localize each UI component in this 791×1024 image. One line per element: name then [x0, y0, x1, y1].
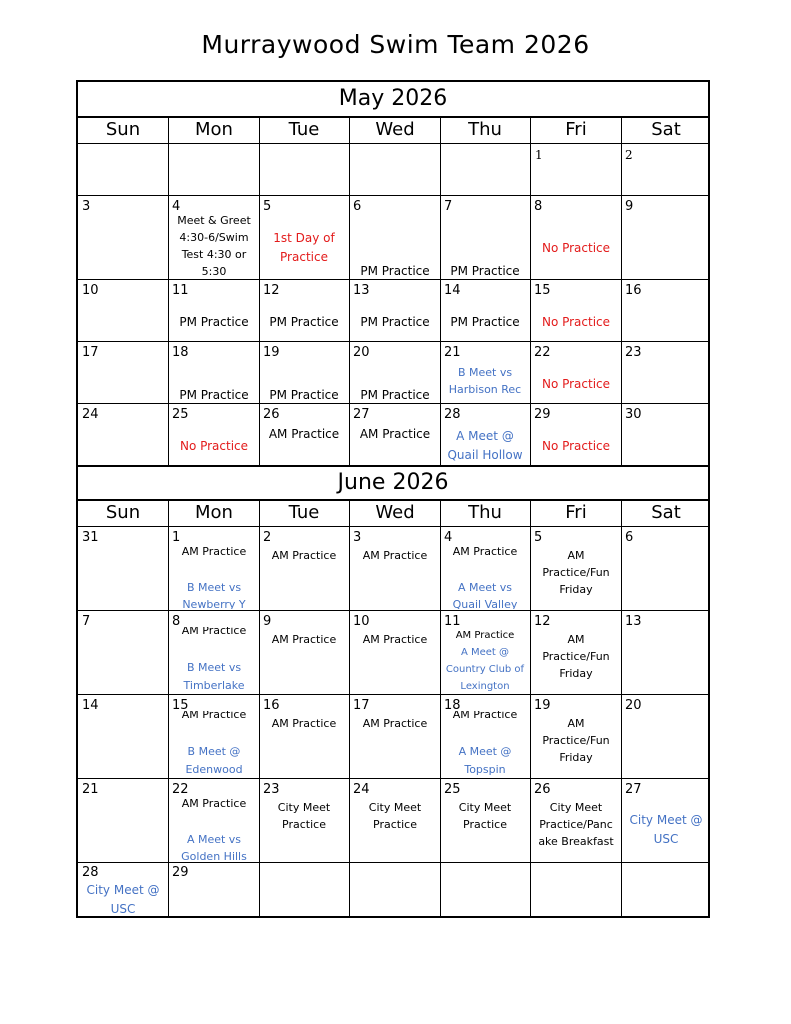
day-number: 4: [444, 530, 453, 545]
event-line: AM: [567, 717, 585, 730]
day-number: 24: [353, 782, 370, 797]
event-line: Practice: [282, 818, 326, 831]
event: AM Practice: [452, 545, 518, 558]
day-number: 12: [263, 283, 280, 298]
day-header: Thu: [468, 502, 502, 523]
event-line: A Meet @: [456, 429, 514, 443]
event: AM Practice: [271, 549, 337, 562]
event-line: Test 4:30 or: [181, 248, 247, 261]
event-line: Practice/Panc: [539, 818, 613, 831]
day-number: 5: [263, 199, 272, 214]
day-number: 29: [534, 407, 551, 422]
event-city-meet: [78, 881, 168, 919]
grid-line: [78, 610, 708, 611]
event-line: Friday: [559, 667, 593, 680]
event-b-meet: [169, 659, 259, 695]
day-number: 2: [263, 530, 272, 545]
event-meet-greet: [169, 212, 259, 278]
day-number: 8: [534, 199, 543, 214]
event-pancake-breakfast: [531, 799, 621, 850]
event: AM Practice: [271, 633, 337, 646]
event: PM Practice: [360, 264, 430, 278]
event-line: Meet & Greet: [177, 214, 251, 227]
day-number: 14: [82, 698, 99, 713]
event-line: Timberlake: [183, 679, 245, 692]
day-number: 18: [444, 698, 461, 713]
event: AM Practice: [455, 630, 515, 641]
day-header: Wed: [375, 119, 415, 140]
day-header: Tue: [288, 119, 320, 140]
day-number: 24: [82, 407, 99, 422]
event: AM Practice: [452, 711, 518, 721]
day-header: Fri: [565, 119, 587, 140]
event-line: Quail Valley: [452, 598, 518, 609]
event-a-meet: [440, 644, 530, 695]
day-header: Mon: [195, 119, 233, 140]
event-fun-friday: [531, 715, 621, 766]
day-header: Sun: [105, 502, 141, 523]
day-number: 5: [534, 530, 543, 545]
day-number: 11: [444, 614, 461, 629]
day-number: 21: [82, 782, 99, 797]
event-line: AM: [567, 549, 585, 562]
event-no-practice: No Practice: [541, 439, 611, 453]
event: PM Practice: [179, 388, 249, 402]
day-number: 27: [353, 407, 370, 422]
day-number: 20: [625, 698, 642, 713]
grid-line: [78, 143, 708, 144]
calendar: [76, 80, 710, 918]
event: AM Practice: [268, 427, 340, 441]
day-number: 27: [625, 782, 642, 797]
day-number: 26: [534, 782, 551, 797]
event-line: A Meet @: [458, 745, 512, 758]
grid-line: [78, 862, 708, 863]
event-line: B Meet vs: [186, 581, 242, 594]
event-line: A Meet vs: [186, 833, 242, 846]
day-number: 20: [353, 345, 370, 360]
month-title-may: May 2026: [338, 86, 448, 111]
event-line: Harbison Rec: [448, 383, 522, 396]
event-city-meet-practice: [440, 799, 530, 833]
event-line: Practice/Fun: [542, 734, 610, 747]
page-title: Murraywood Swim Team 2026: [201, 30, 590, 59]
event-city-meet-practice: [259, 799, 349, 833]
event-b-meet: [169, 743, 259, 779]
event-a-meet: [440, 579, 530, 609]
event-a-meet: [440, 427, 530, 465]
day-number: 2: [625, 148, 633, 162]
event: PM Practice: [269, 315, 339, 329]
day-number: 28: [82, 865, 99, 880]
grid-line: [621, 500, 622, 918]
day-number: 22: [172, 782, 189, 797]
grid-line: [78, 195, 708, 196]
event-city-meet-practice: [350, 799, 440, 833]
event-a-meet: [169, 831, 259, 861]
event-fun-friday: [531, 631, 621, 682]
event-line: Practice/Fun: [542, 650, 610, 663]
event-line: Practice/Fun: [542, 566, 610, 579]
event-b-meet: [440, 364, 530, 398]
grid-line: [168, 116, 169, 466]
day-number: 26: [263, 407, 280, 422]
event-line: City Meet: [549, 801, 603, 814]
day-number: 23: [625, 345, 642, 360]
day-number: 14: [444, 283, 461, 298]
event-no-practice: No Practice: [541, 315, 611, 329]
day-number: 3: [353, 530, 362, 545]
day-number: 10: [82, 283, 99, 298]
grid-line: [440, 500, 441, 918]
event-b-meet: [169, 579, 259, 609]
event-line: Newberry Y: [182, 598, 246, 609]
event: PM Practice: [360, 315, 430, 329]
grid-line: [78, 526, 708, 527]
day-header: Sat: [651, 119, 681, 140]
day-number: 28: [444, 407, 461, 422]
event-line: B Meet @: [187, 745, 241, 758]
day-number: 17: [82, 345, 99, 360]
day-number: 19: [534, 698, 551, 713]
event-line: City Meet @: [629, 813, 703, 827]
grid-line: [78, 341, 708, 342]
grid-line: [259, 116, 260, 466]
day-header: Sun: [105, 119, 141, 140]
event-line: Practice: [373, 818, 417, 831]
event-line: B Meet vs: [186, 661, 242, 674]
day-number: 1: [172, 530, 181, 545]
grid-line: [78, 465, 708, 467]
event-line: Practice: [280, 250, 328, 264]
day-number: 9: [263, 614, 272, 629]
event: AM Practice: [181, 711, 247, 721]
event-line: AM: [567, 633, 585, 646]
event-line: Quail Hollow: [447, 448, 523, 462]
event-line: Friday: [559, 583, 593, 596]
day-number: 13: [353, 283, 370, 298]
event-line: 1st Day of: [273, 231, 335, 245]
day-number: 21: [444, 345, 461, 360]
event-line: 5:30: [201, 265, 227, 278]
event: PM Practice: [179, 315, 249, 329]
event-line: Golden Hills: [181, 850, 247, 861]
grid-line: [530, 116, 531, 466]
event-no-practice: No Practice: [541, 377, 611, 391]
event-line: Topspin: [464, 763, 506, 776]
event-line: A Meet @: [460, 647, 510, 658]
day-number: 30: [625, 407, 642, 422]
day-number: 18: [172, 345, 189, 360]
event-line: ake Breakfast: [538, 835, 614, 848]
event-no-practice: No Practice: [541, 241, 611, 255]
day-number: 29: [172, 865, 189, 880]
day-header: Wed: [375, 502, 415, 523]
event-line: Edenwood: [185, 763, 243, 776]
event: AM Practice: [362, 633, 428, 646]
grid-line: [440, 116, 441, 466]
event: AM Practice: [359, 427, 431, 441]
event-first-day: [259, 229, 349, 267]
day-number: 16: [263, 698, 280, 713]
event-line: 4:30-6/Swim: [179, 231, 249, 244]
event-city-meet: [621, 811, 711, 849]
event-line: City Meet: [368, 801, 422, 814]
day-number: 25: [444, 782, 461, 797]
event-line: Lexington: [460, 681, 510, 692]
day-number: 16: [625, 283, 642, 298]
event-line: City Meet: [277, 801, 331, 814]
day-number: 10: [353, 614, 370, 629]
event: AM Practice: [362, 549, 428, 562]
day-header: Thu: [468, 119, 502, 140]
day-number: 15: [534, 283, 551, 298]
event-line: Practice: [463, 818, 507, 831]
day-number: 6: [625, 530, 634, 545]
day-number: 3: [82, 199, 91, 214]
event-line: USC: [653, 832, 679, 846]
event-line: City Meet: [458, 801, 512, 814]
event-line: B Meet vs: [457, 366, 513, 379]
event-line: USC: [110, 902, 136, 916]
day-number: 15: [172, 698, 189, 713]
event-no-practice: No Practice: [179, 439, 249, 453]
event: PM Practice: [450, 315, 520, 329]
month-title-june: June 2026: [337, 470, 449, 495]
event-line: A Meet vs: [457, 581, 513, 594]
event: AM Practice: [181, 627, 247, 637]
day-number: 22: [534, 345, 551, 360]
day-number: 13: [625, 614, 642, 629]
day-number: 17: [353, 698, 370, 713]
event-line: City Meet @: [86, 883, 160, 897]
day-number: 31: [82, 530, 99, 545]
grid-line: [621, 116, 622, 466]
event-line: Country Club of: [445, 664, 525, 675]
day-number: 12: [534, 614, 551, 629]
event: PM Practice: [450, 264, 520, 278]
day-number: 6: [353, 199, 362, 214]
day-number: 9: [625, 199, 634, 214]
event-fun-friday: [531, 547, 621, 598]
day-number: 7: [82, 614, 91, 629]
day-number: 23: [263, 782, 280, 797]
event: AM Practice: [362, 717, 428, 730]
event: AM Practice: [181, 545, 247, 558]
event: PM Practice: [269, 388, 339, 402]
event: AM Practice: [181, 797, 247, 810]
day-number: 25: [172, 407, 189, 422]
day-number: 11: [172, 283, 189, 298]
day-number: 1: [535, 148, 543, 162]
day-number: 7: [444, 199, 453, 214]
day-number: 4: [172, 199, 181, 214]
event: PM Practice: [360, 388, 430, 402]
grid-line: [349, 116, 350, 466]
day-header: Tue: [288, 502, 320, 523]
day-header: Mon: [195, 502, 233, 523]
event: AM Practice: [271, 717, 337, 730]
day-header: Sat: [651, 502, 681, 523]
day-header: Fri: [565, 502, 587, 523]
day-number: 8: [172, 614, 181, 629]
event-line: Friday: [559, 751, 593, 764]
day-number: 19: [263, 345, 280, 360]
event-a-meet: [440, 743, 530, 779]
